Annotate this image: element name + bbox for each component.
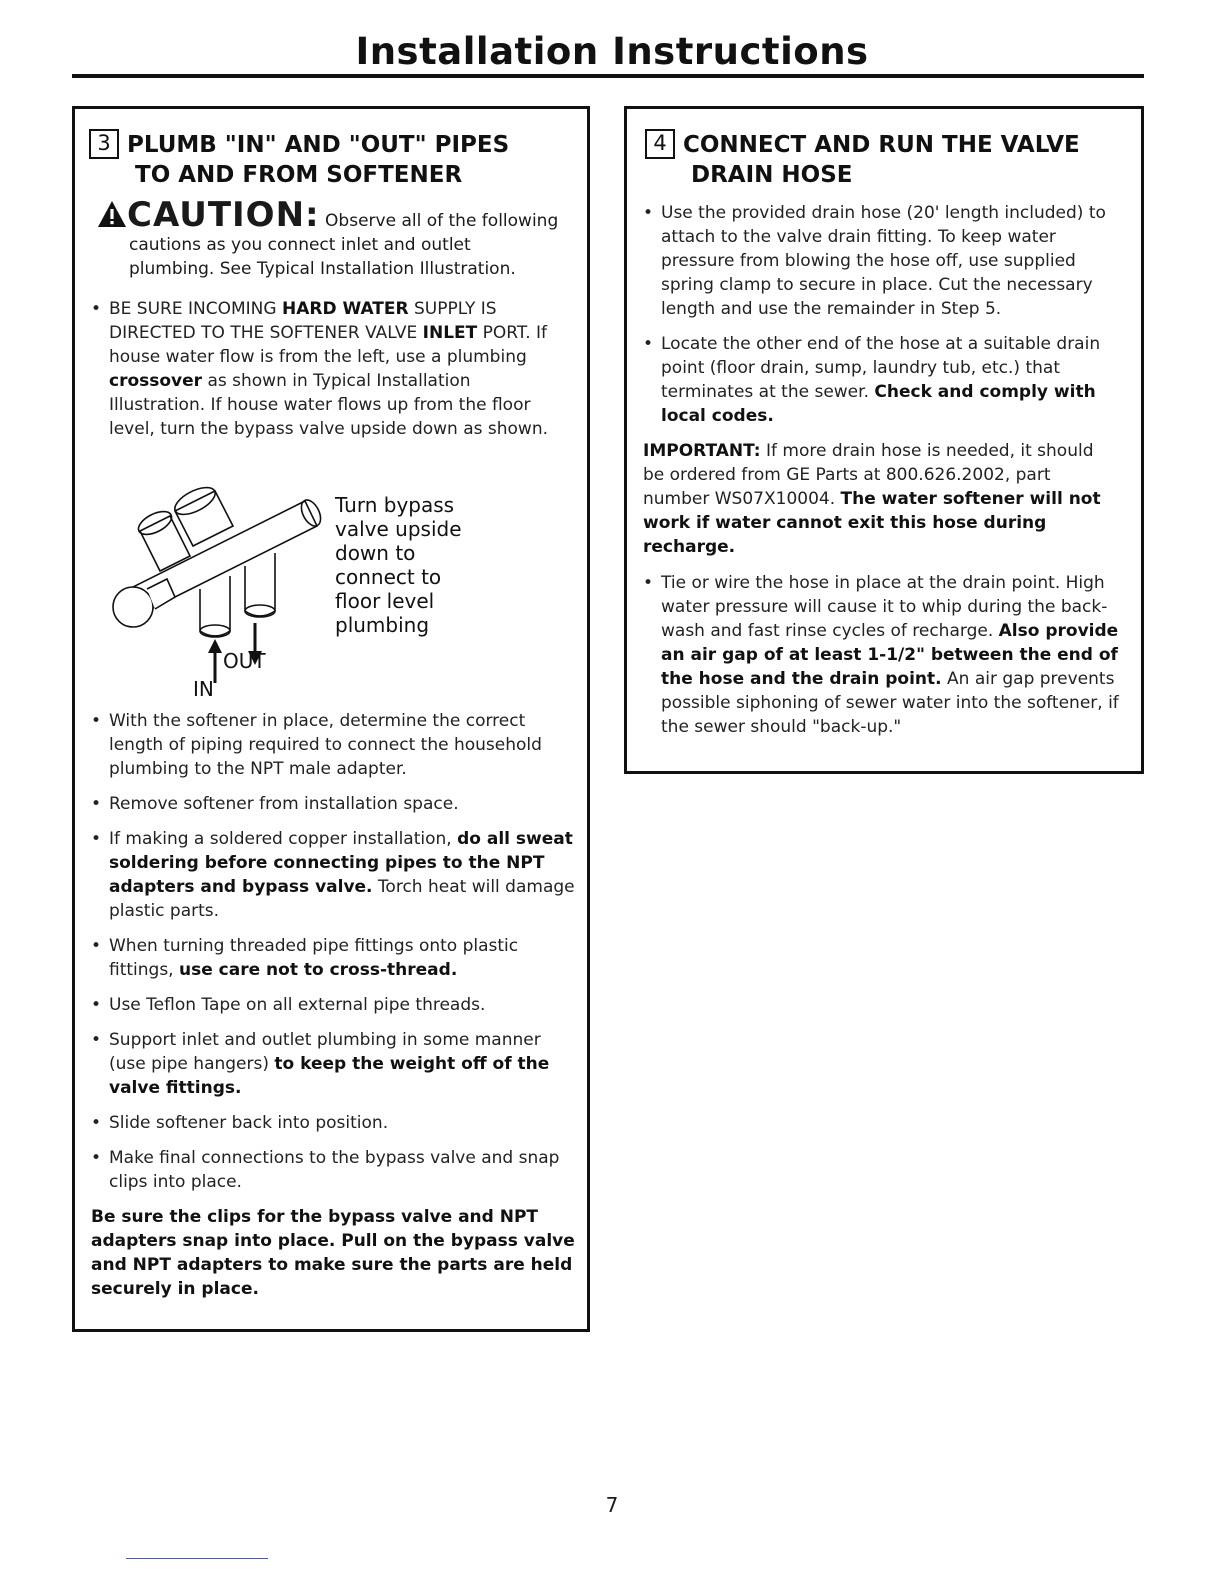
list-item: • When turning threaded pipe fittings onto plastic fittings, use care not to cross-thread. [91, 934, 581, 982]
list-item: • Remove softener from installation space. [91, 792, 581, 816]
warning-triangle-icon [97, 200, 127, 228]
step-3-closing-note: Be sure the clips for the bypass valve and NPT adapters snap into place. Pull on the bypass valve and NPT adapters to make sure the parts are held securely in place. [91, 1207, 575, 1299]
diagram-label-out: OUT [223, 649, 266, 673]
footer-link-underline [126, 1558, 268, 1559]
bypass-valve-illustration [105, 471, 325, 691]
list-item: • BE SURE INCOMING HARD WATER SUPPLY IS DIRECTED TO THE SOFTENER VALVE INLET PORT. If house water flow is from the left, use a plumbing crossover as shown in Typical Installation Illustration. If house water flows up from the floor level, turn the bypass valve upside down as shown. [91, 297, 561, 441]
caution-text-1: Observe all of the following [325, 211, 559, 231]
caution-text-3: plumbing. See Typical Installation Illustration. [129, 259, 516, 279]
list-item: • Make final connections to the bypass valve and snap clips into place. [91, 1146, 581, 1194]
title-divider [72, 74, 1144, 78]
bypass-valve-diagram [105, 471, 565, 711]
list-item: • Locate the other end of the hose at a suitable drain point (floor drain, sump, laundry tub, etc.) that terminates at the sewer. Check and comply with local codes. [643, 332, 1119, 428]
important-note: IMPORTANT: If more drain hose is needed, it should be ordered from GE Parts at 800.626.2002, part number WS07X10004. The water softener will not work if water cannot exit this hose during recharge. [643, 441, 1101, 557]
step-3-title-line2: TO AND FROM SOFTENER [135, 162, 463, 188]
caution-text-2: cautions as you connect inlet and outlet [129, 235, 471, 255]
step-4-panel [624, 106, 1144, 774]
list-item: • With the softener in place, determine the correct length of piping required to connect the household plumbing to the NPT male adapter. [91, 709, 581, 781]
step-4-list [643, 201, 1119, 750]
step-3-panel [72, 106, 590, 1332]
list-item: • Support inlet and outlet plumbing in some manner (use pipe hangers) to keep the weight off of the valve fittings. [91, 1028, 581, 1100]
diagram-caption: Turn bypass valve upside down to connect to floor level plumbing [335, 493, 462, 637]
list-item: • Use Teflon Tape on all external pipe threads. [91, 993, 581, 1017]
step-4-heading [645, 129, 1080, 190]
step-4-title-line2: DRAIN HOSE [691, 162, 853, 188]
caution-label: CAUTION: [127, 195, 320, 235]
step-3-number: 3 [89, 129, 119, 159]
list-item: • If making a soldered copper installation, do all sweat soldering before connecting pipes to the NPT adapters and bypass valve. Torch heat will damage plastic parts. [91, 827, 581, 923]
list-item: • Slide softener back into position. [91, 1111, 581, 1135]
page-number: 7 [605, 1493, 619, 1517]
list-item: • Tie or wire the hose in place at the drain point. High water pressure will cause it to whip during the back-wash and fast rinse cycles of recharge. Also provide an air gap of at least 1-1/2" between the end of the hose and the drain point. An air gap prevents possible siphoning of sewer water into the softener, if the sewer should "back-up." [643, 571, 1119, 739]
page-title: Installation Instructions [355, 30, 869, 73]
step-4-number: 4 [645, 129, 675, 159]
list-item: • Use the provided drain hose (20' length included) to attach to the valve drain fitting. To keep water pressure from blowing the hose off, use supplied spring clamp to secure in place. Cut the necessary length and use the remainder in Step 5. [643, 201, 1119, 321]
diagram-label-in: IN [193, 677, 214, 701]
step-4-title-line1: CONNECT AND RUN THE VALVE [683, 132, 1080, 158]
step-3-title-line1: PLUMB "IN" AND "OUT" PIPES [127, 132, 510, 158]
step-3-heading [89, 129, 509, 190]
caution-block [97, 195, 577, 281]
step-3-list-top [91, 297, 561, 452]
step-3-list-bottom [91, 709, 581, 1301]
